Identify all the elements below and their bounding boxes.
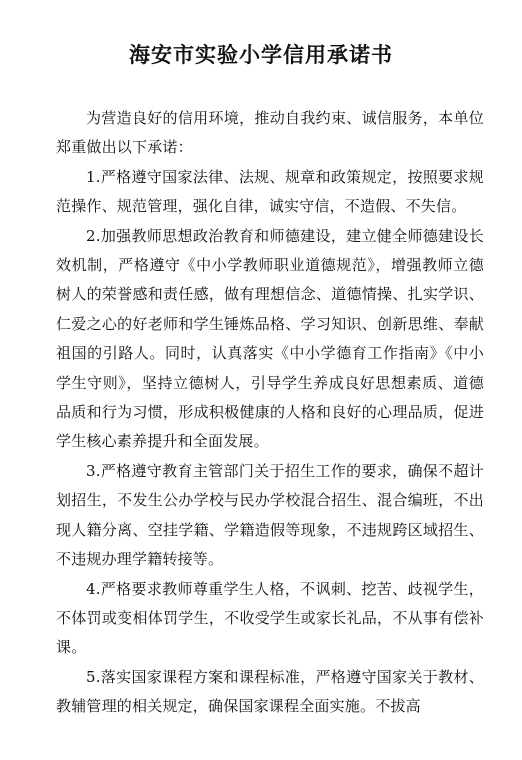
paragraph-intro: 为营造良好的信用环境，推动自我约束、诚信服务，本单位郑重做出以下承诺： — [56, 109, 484, 157]
paragraph-2: 2.加强教师思想政治教育和师德建设，建立健全师德建设长效机制，严格遵守《中小学教师职业道德规范》，增强教师立德树人的荣誉感和责任感，做有理想信念、道德情操、扎实学识、仁爱之心的好老师和学生锤炼品格、学习知识、创新思维、奉献祖国的引路人。同时，认真落实《中小学德育工作指南》《中小学生守则》，坚持立德树人，引导学生养成良好思想素质、道德品质和行为习惯，形成积极健康的人格和良好的心理品质，促进学生核心素养提升和全面发展。 — [56, 226, 484, 451]
document-body — [56, 104, 484, 722]
paragraph-1: 1.严格遵守国家法律、法规、规章和政策规定，按照要求规范操作、规范管理，强化自律，诚实守信，不造假、不失信。 — [56, 167, 484, 216]
paragraph-4: 4.严格要求教师尊重学生人格，不讽刺、挖苦、歧视学生，不体罚或变相体罚学生，不收受学生或家长礼品，不从事有偿补课。 — [56, 579, 484, 657]
paragraph-3: 3.严格遵守教育主管部门关于招生工作的要求，确保不超计划招生，不发生公办学校与民办学校混合招生、混合编班，不出现人籍分离、空挂学籍、学籍造假等现象，不违规跨区域招生、不违规办理学籍转接等。 — [56, 461, 484, 569]
paragraph-5: 5.落实国家课程方案和课程标准，严格遵守国家关于教材、教辅管理的相关规定，确保国家课程全面实施。不拔高 — [56, 667, 484, 716]
document-title: 海安市实验小学信用承诺书 — [129, 42, 393, 67]
